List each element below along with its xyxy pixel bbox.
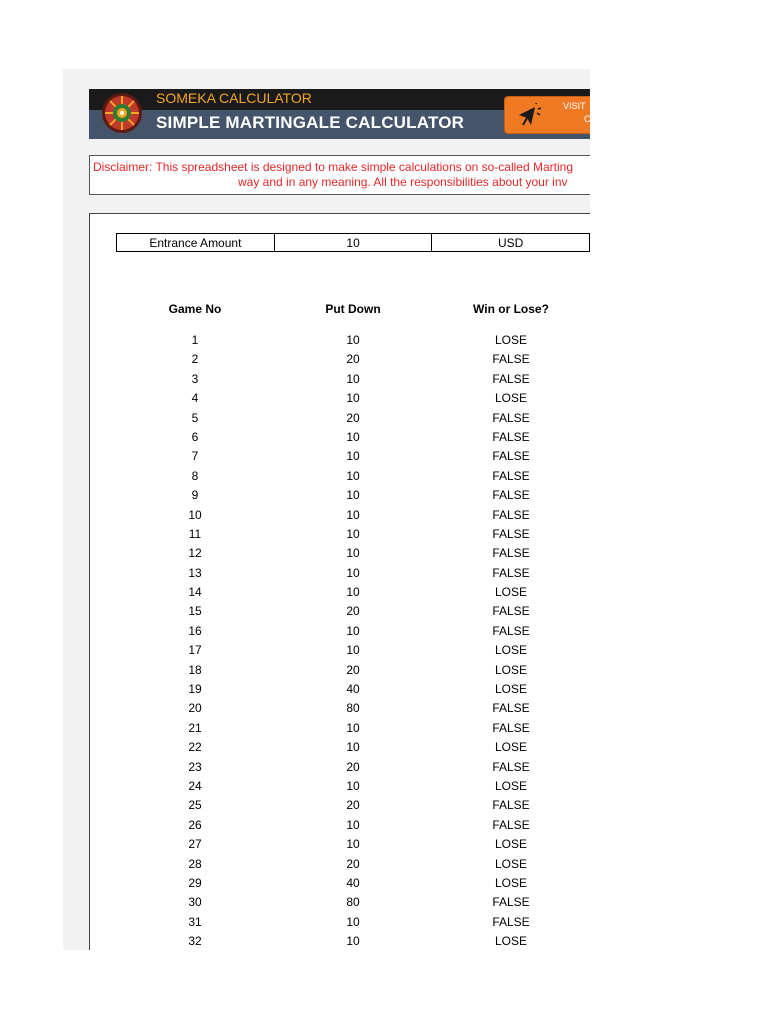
win-or-lose-cell: FALSE: [492, 914, 530, 929]
entrance-currency[interactable]: USD: [432, 234, 590, 252]
game-no-cell: 32: [188, 934, 202, 949]
win-or-lose-cell: LOSE: [494, 740, 527, 755]
table-row: [90, 932, 590, 950]
table-row: [90, 738, 590, 757]
win-or-lose-cell: LOSE: [494, 662, 527, 677]
put-down-cell: 20: [346, 856, 360, 871]
put-down-cell: 20: [346, 662, 360, 677]
table-row: [90, 467, 590, 486]
table-row: [90, 622, 590, 641]
header-banner: [89, 89, 590, 139]
put-down-cell: 80: [346, 701, 360, 716]
table-row: [90, 641, 590, 660]
table-row: [90, 719, 590, 738]
table-row: [90, 680, 590, 699]
win-or-lose-cell: LOSE: [494, 934, 527, 949]
entrance-amount-value[interactable]: 10: [274, 234, 432, 252]
put-down-cell: 10: [346, 720, 360, 735]
game-no-cell: 19: [188, 682, 202, 697]
game-no-cell: 21: [188, 720, 202, 735]
table-row: [90, 370, 590, 389]
game-no-cell: 14: [188, 585, 202, 600]
game-no-cell: 15: [188, 604, 202, 619]
win-or-lose-cell: LOSE: [494, 333, 527, 347]
win-or-lose-cell: LOSE: [494, 585, 527, 600]
put-down-cell: 10: [346, 740, 360, 755]
game-no-cell: 18: [188, 662, 202, 677]
win-or-lose-cell: LOSE: [494, 391, 527, 406]
put-down-cell: 10: [346, 488, 360, 503]
win-or-lose-cell: FALSE: [492, 507, 530, 522]
win-or-lose-cell: FALSE: [492, 449, 530, 464]
table-row: [90, 913, 590, 932]
entrance-amount-row: [116, 233, 590, 252]
put-down-cell: 10: [346, 643, 360, 658]
win-or-lose-cell: LOSE: [494, 682, 527, 697]
game-no-cell: 27: [188, 837, 202, 852]
disclaimer-box: [89, 155, 590, 195]
win-or-lose-cell: FALSE: [492, 604, 530, 619]
win-or-lose-cell: LOSE: [494, 856, 527, 871]
table-row: [90, 893, 590, 912]
win-or-lose-cell: FALSE: [492, 565, 530, 580]
games-table-header: [90, 302, 590, 320]
win-or-lose-cell: FALSE: [492, 429, 530, 444]
game-no-cell: 31: [188, 914, 202, 929]
put-down-cell: 10: [346, 778, 360, 793]
table-row: [90, 602, 590, 621]
game-no-cell: 20: [188, 701, 202, 716]
win-or-lose-cell: FALSE: [492, 798, 530, 813]
game-no-cell: 2: [191, 352, 199, 367]
table-row: [90, 428, 590, 447]
game-no-cell: 26: [188, 817, 202, 832]
game-no-cell: 17: [188, 643, 202, 658]
table-row: [90, 447, 590, 466]
visit-button-label-2: C: [584, 114, 590, 124]
win-or-lose-cell: LOSE: [494, 837, 527, 852]
put-down-cell: 10: [346, 837, 360, 852]
put-down-cell: 10: [346, 391, 360, 406]
put-down-cell: 10: [346, 449, 360, 464]
put-down-cell: 10: [346, 546, 360, 561]
game-no-cell: 29: [188, 875, 202, 890]
column-header-game-no: Game No: [168, 302, 222, 316]
column-header-win-or-lose: Win or Lose?: [473, 302, 549, 316]
game-no-cell: 13: [188, 565, 202, 580]
table-row: [90, 544, 590, 563]
table-row: [90, 331, 590, 350]
table-row: [90, 816, 590, 835]
game-no-cell: 28: [188, 856, 202, 871]
column-header-put-down: Put Down: [325, 302, 381, 316]
game-no-cell: 4: [191, 391, 199, 406]
game-no-cell: 22: [188, 740, 202, 755]
win-or-lose-cell: FALSE: [492, 468, 530, 483]
game-no-cell: 12: [188, 546, 202, 561]
entrance-amount-label: Entrance Amount: [117, 234, 275, 252]
put-down-cell: 20: [346, 352, 360, 367]
win-or-lose-cell: FALSE: [492, 526, 530, 541]
put-down-cell: 10: [346, 371, 360, 386]
put-down-cell: 10: [346, 507, 360, 522]
put-down-cell: 20: [346, 798, 360, 813]
games-table-body: [90, 331, 590, 950]
win-or-lose-cell: FALSE: [492, 895, 530, 910]
table-row: [90, 777, 590, 796]
game-no-cell: 7: [191, 449, 199, 464]
put-down-cell: 10: [346, 623, 360, 638]
game-no-cell: 10: [188, 507, 202, 522]
win-or-lose-cell: FALSE: [492, 488, 530, 503]
megaphone-icon: [515, 103, 541, 129]
roulette-wheel-icon: [101, 92, 143, 134]
put-down-cell: 10: [346, 565, 360, 580]
game-no-cell: 23: [188, 759, 202, 774]
win-or-lose-cell: FALSE: [492, 817, 530, 832]
game-no-cell: 11: [188, 526, 202, 541]
put-down-cell: 40: [346, 682, 360, 697]
table-row: [90, 699, 590, 718]
table-row: [90, 564, 590, 583]
win-or-lose-cell: FALSE: [492, 720, 530, 735]
visit-button[interactable]: [504, 96, 590, 134]
put-down-cell: 40: [346, 875, 360, 890]
table-row: [90, 506, 590, 525]
table-row: [90, 486, 590, 505]
put-down-cell: 10: [346, 429, 360, 444]
table-row: [90, 350, 590, 369]
table-row: [90, 835, 590, 854]
put-down-cell: 10: [346, 526, 360, 541]
win-or-lose-cell: FALSE: [492, 759, 530, 774]
put-down-cell: 10: [346, 817, 360, 832]
spreadsheet-page: [63, 69, 590, 950]
table-row: [90, 796, 590, 815]
put-down-cell: 20: [346, 759, 360, 774]
table-row: [90, 389, 590, 408]
win-or-lose-cell: FALSE: [492, 701, 530, 716]
table-row: [90, 661, 590, 680]
disclaimer-line-2: way and in any meaning. All the responsibilities about your inv: [238, 175, 568, 189]
table-row: [90, 758, 590, 777]
table-row: [90, 525, 590, 544]
put-down-cell: 10: [346, 468, 360, 483]
win-or-lose-cell: FALSE: [492, 371, 530, 386]
game-no-cell: 24: [188, 778, 202, 793]
put-down-cell: 80: [346, 895, 360, 910]
table-row: [90, 855, 590, 874]
game-no-cell: 16: [188, 623, 202, 638]
game-no-cell: 25: [188, 798, 202, 813]
win-or-lose-cell: LOSE: [494, 643, 527, 658]
put-down-cell: 10: [346, 585, 360, 600]
put-down-cell: 20: [346, 604, 360, 619]
put-down-cell: 10: [346, 333, 360, 347]
calculator-panel: [89, 213, 590, 950]
win-or-lose-cell: FALSE: [492, 546, 530, 561]
game-no-cell: 5: [191, 410, 199, 425]
put-down-cell: 20: [346, 410, 360, 425]
win-or-lose-cell: FALSE: [492, 623, 530, 638]
game-no-cell: 30: [188, 895, 202, 910]
brand-name: SOMEKA CALCULATOR: [156, 90, 312, 106]
visit-button-label-1: VISIT: [563, 101, 586, 111]
game-no-cell: 3: [191, 371, 199, 386]
win-or-lose-cell: FALSE: [492, 410, 530, 425]
game-no-cell: 1: [191, 333, 199, 347]
win-or-lose-cell: LOSE: [494, 778, 527, 793]
put-down-cell: 10: [346, 914, 360, 929]
game-no-cell: 8: [191, 468, 199, 483]
game-no-cell: 9: [191, 488, 199, 503]
table-row: [90, 874, 590, 893]
win-or-lose-cell: LOSE: [494, 875, 527, 890]
table-row: [90, 583, 590, 602]
page-title: SIMPLE MARTINGALE CALCULATOR: [156, 113, 465, 132]
win-or-lose-cell: FALSE: [492, 352, 530, 367]
disclaimer-line-1: Disclaimer: This spreadsheet is designed to make simple calculations on so-called Marting: [93, 160, 573, 174]
table-row: [90, 409, 590, 428]
game-no-cell: 6: [191, 429, 199, 444]
put-down-cell: 10: [346, 934, 360, 949]
